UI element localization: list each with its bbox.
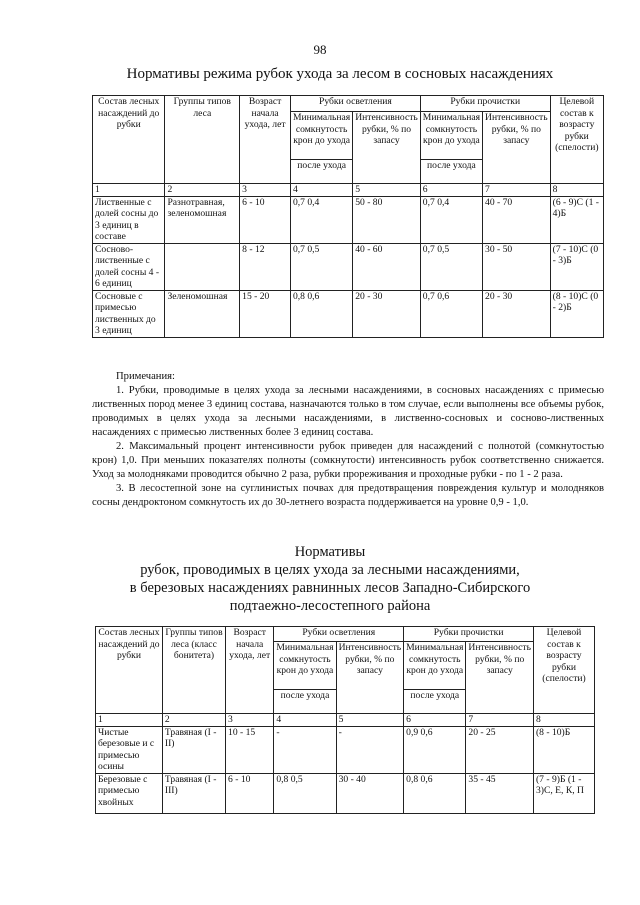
- cell-forest-type: Зеленомошная: [165, 290, 240, 337]
- cell-intensity: 40 - 70: [483, 196, 551, 243]
- col-number: 5: [353, 184, 421, 197]
- cell-composition: Чистые березовые и с примесью осины: [96, 726, 163, 773]
- header-intensity: Интенсивность рубки, % по запасу: [336, 642, 404, 714]
- col-number: 7: [483, 184, 551, 197]
- cell-forest-type: Разнотравная, зеленомошная: [165, 196, 240, 243]
- table-row: [93, 290, 604, 337]
- col-number: 4: [290, 184, 352, 197]
- cell-min-density: -: [274, 726, 336, 773]
- page-number: 98: [313, 42, 327, 57]
- title-line: в березовых насаждениях равнинных лесов Западно-Сибирского: [129, 580, 531, 596]
- col-number: 6: [404, 714, 466, 727]
- header-forest-types: Группы типов леса (класс бонитета): [162, 627, 225, 714]
- header-start-age: Возраст начала ухода, лет: [240, 96, 291, 184]
- col-number: 7: [466, 714, 534, 727]
- cell-composition: Сосновые с примесью лиственных до 3 единиц: [93, 290, 165, 337]
- header-after-care: после ухода: [420, 160, 482, 184]
- cell-intensity: 20 - 30: [483, 290, 551, 337]
- header-cleaning-group: Рубки осветления: [274, 627, 404, 642]
- header-composition: Состав лесных насаждений до рубки: [93, 96, 165, 184]
- cell-intensity: 30 - 40: [336, 773, 404, 813]
- col-number: 2: [162, 714, 225, 727]
- col-number: 8: [533, 714, 594, 727]
- cell-intensity: 50 - 80: [353, 196, 421, 243]
- header-after-care: после ухода: [274, 690, 336, 714]
- header-start-age: Возраст начала ухода, лет: [226, 627, 274, 714]
- note-item: 1. Рубки, проводимые в целях ухода за лесными насаждениями, в сосновых насаждениях с примесью лиственных пород менее 3 единиц состава, назначаются только в том случае, если выполнены все объемы рубок, проводимых в целях ухода за лесными насаждениями, в лиственно-сосновых и сосново-лиственных насаждениях с примесью лиственных более 3 единиц состава.: [92, 385, 604, 438]
- cell-start-age: 15 - 20: [240, 290, 291, 337]
- header-min-density: Минимальная сомкнутость крон до ухода: [420, 112, 482, 160]
- header-min-density: Минимальная сомкнутость крон до ухода: [404, 642, 466, 690]
- cell-start-age: 8 - 12: [240, 243, 291, 290]
- table1-title: Нормативы режима рубок ухода за лесом в сосновых насаждениях: [126, 66, 554, 82]
- col-number: 2: [165, 184, 240, 197]
- cell-forest-type: Травяная (I - III): [162, 773, 225, 813]
- cell-min-density: 0,7 0,5: [420, 243, 482, 290]
- pine-norms-table: [92, 95, 604, 338]
- cell-min-density: 0,9 0,6: [404, 726, 466, 773]
- header-composition: Состав лесных насаждений до рубки: [96, 627, 163, 714]
- table-row: [96, 773, 595, 813]
- cell-target: (6 - 9)С (1 - 4)Б: [550, 196, 603, 243]
- cell-min-density: 0,7 0,5: [290, 243, 352, 290]
- title-line: подтаежно-лесостепного района: [229, 598, 431, 614]
- header-after-care: после ухода: [290, 160, 352, 184]
- note-item: 3. В лесостепной зоне на суглинистых почвах для предотвращения повреждения культур и молодняков сосны дендроктоном сомкнутость их до 30-летнего возраста поддерживается на уровне 0,9 - 1,0.: [92, 483, 604, 508]
- col-number: 6: [420, 184, 482, 197]
- cell-min-density: 0,8 0,6: [404, 773, 466, 813]
- cell-intensity: 30 - 50: [483, 243, 551, 290]
- birch-norms-table: [95, 626, 595, 814]
- header-target-composition: Целевой состав к возрасту рубки (спелости): [533, 627, 594, 714]
- cell-start-age: 10 - 15: [226, 726, 274, 773]
- note-item: 2. Максимальный процент интенсивности рубок приведен для насаждений с полнотой (сомкнутостью крон) 1,0. При меньших показателях полноты (сомкнутости) интенсивность рубок соответственно снижается. Уход за молодняками проводится обычно 2 раза, рубки прореживания и проходные рубки - по 1 - 2 раза.: [92, 441, 604, 480]
- table2-title: [60, 543, 600, 615]
- cell-intensity: 40 - 60: [353, 243, 421, 290]
- header-min-density: Минимальная сомкнутость крон до ухода: [274, 642, 336, 690]
- cell-intensity: 20 - 30: [353, 290, 421, 337]
- table-row: [93, 196, 604, 243]
- header-min-density: Минимальная сомкнутость крон до ухода: [290, 112, 352, 160]
- col-number: 1: [93, 184, 165, 197]
- table-row: [96, 726, 595, 773]
- col-number: 1: [96, 714, 163, 727]
- cell-target: (8 - 10)Б: [533, 726, 594, 773]
- header-forest-types: Группы типов леса: [165, 96, 240, 184]
- header-intensity: Интенсивность рубки, % по запасу: [466, 642, 534, 714]
- cell-intensity: -: [336, 726, 404, 773]
- cell-target: (7 - 9)Б (1 - 3)С, Е, К, П: [533, 773, 594, 813]
- cell-min-density: 0,7 0,6: [420, 290, 482, 337]
- title-line: рубок, проводимых в целях ухода за лесными насаждениями,: [140, 562, 520, 578]
- col-number: 4: [274, 714, 336, 727]
- header-thinning-group: Рубки прочистки: [420, 96, 550, 112]
- header-intensity: Интенсивность рубки, % по запасу: [483, 112, 551, 184]
- cell-start-age: 6 - 10: [226, 773, 274, 813]
- header-intensity: Интенсивность рубки, % по запасу: [353, 112, 421, 184]
- cell-min-density: 0,8 0,5: [274, 773, 336, 813]
- col-number: 5: [336, 714, 404, 727]
- cell-composition: Сосново-лиственные с долей сосны 4 - 6 единиц: [93, 243, 165, 290]
- cell-composition: Лиственные с долей сосны до 3 единиц в составе: [93, 196, 165, 243]
- cell-min-density: 0,7 0,4: [420, 196, 482, 243]
- cell-start-age: 6 - 10: [240, 196, 291, 243]
- cell-min-density: 0,7 0,4: [290, 196, 352, 243]
- col-number: 3: [240, 184, 291, 197]
- cell-intensity: 20 - 25: [466, 726, 534, 773]
- cell-intensity: 35 - 45: [466, 773, 534, 813]
- title-line: Нормативы: [294, 544, 366, 560]
- cell-forest-type: Травяная (I - II): [162, 726, 225, 773]
- header-after-care: после ухода: [404, 690, 466, 714]
- cell-min-density: 0,8 0,6: [290, 290, 352, 337]
- col-number: 8: [550, 184, 603, 197]
- col-number: 3: [226, 714, 274, 727]
- cell-forest-type: [165, 243, 240, 290]
- header-target-composition: Целевой состав к возрасту рубки (спелости): [550, 96, 603, 184]
- header-thinning-group: Рубки прочистки: [404, 627, 534, 642]
- header-cleaning-group: Рубки осветления: [290, 96, 420, 112]
- notes-heading: Примечания:: [116, 371, 175, 382]
- cell-target: (7 - 10)С (0 - 3)Б: [550, 243, 603, 290]
- cell-composition: Березовые с примесью хвойных: [96, 773, 163, 813]
- notes-section: [92, 370, 604, 510]
- cell-target: (8 - 10)С (0 - 2)Б: [550, 290, 603, 337]
- table-row: [93, 243, 604, 290]
